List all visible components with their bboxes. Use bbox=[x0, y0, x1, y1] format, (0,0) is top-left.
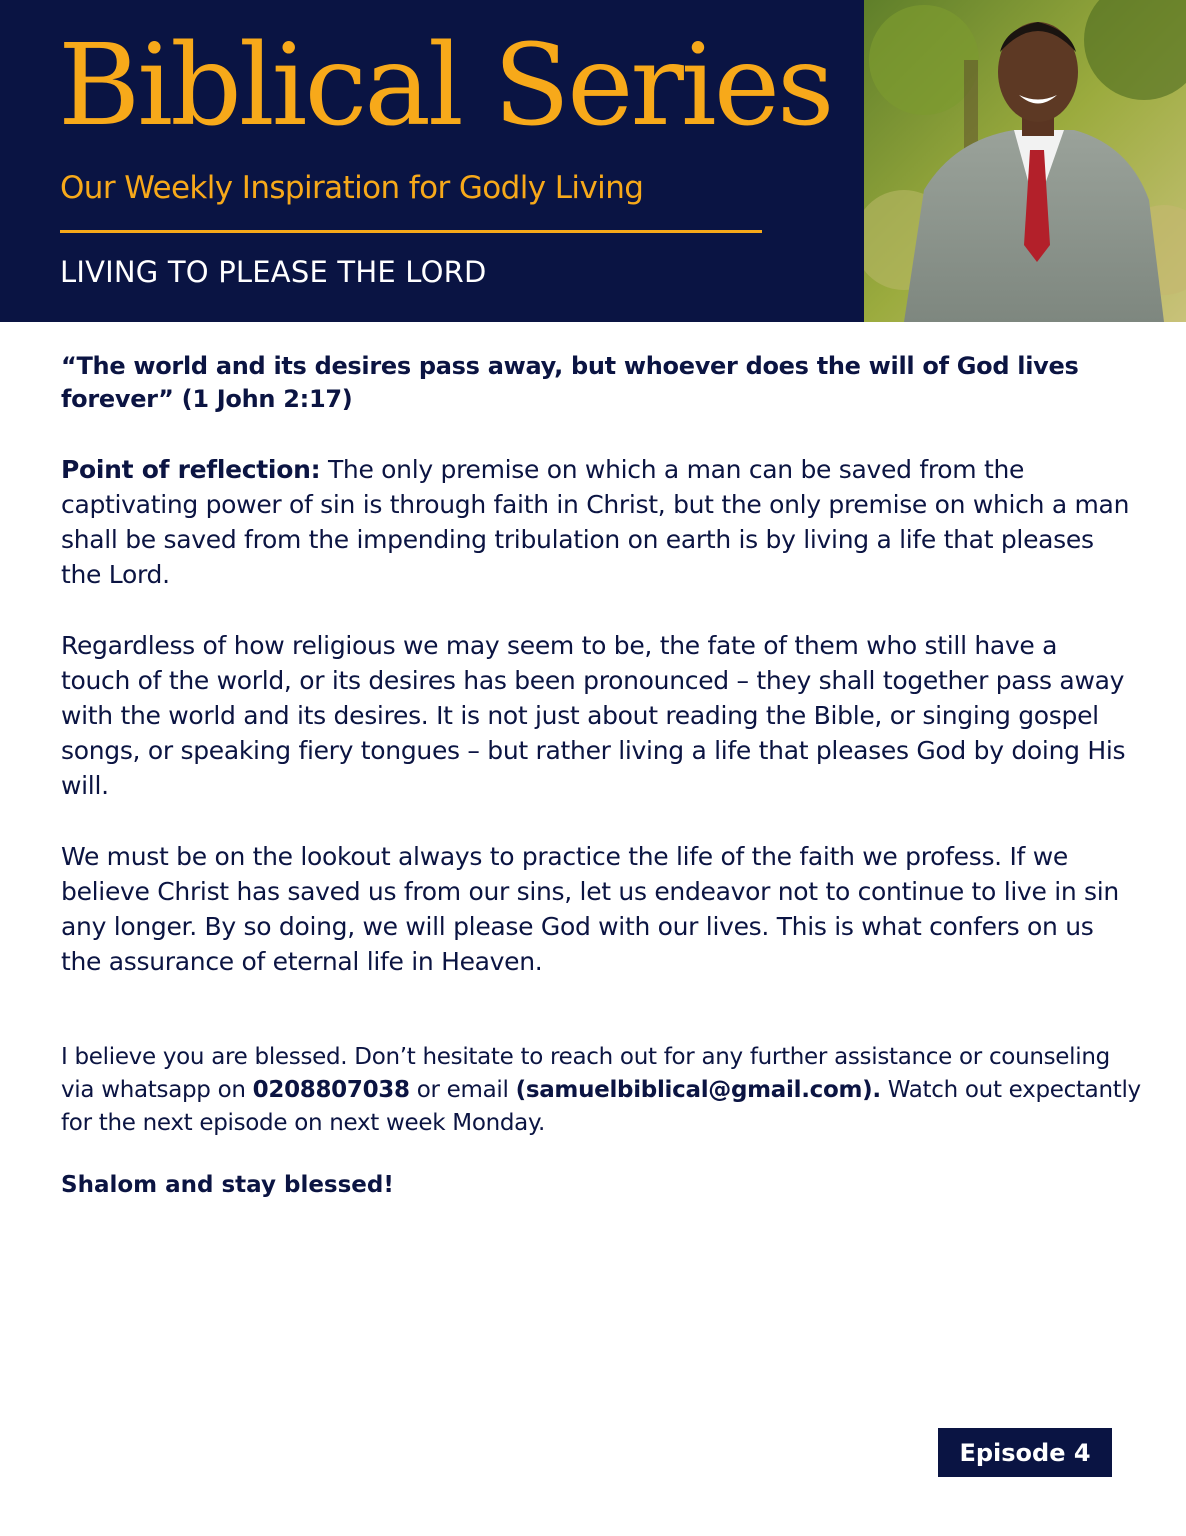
closing-text-2: or email bbox=[409, 1077, 516, 1103]
reflection-label: Point of reflection: bbox=[61, 455, 321, 484]
author-portrait-image bbox=[864, 0, 1186, 322]
episode-badge: Episode 4 bbox=[938, 1428, 1112, 1477]
header-divider bbox=[60, 230, 762, 233]
series-subtitle: Our Weekly Inspiration for Godly Living bbox=[60, 170, 644, 206]
body-paragraph-1: Regardless of how religious we may seem to be, the fate of them who still have a touch of the world, or its desires has been pronounced – they shall together pass away with the world and its desires. It is not just about reading the Bible, or singing gospel songs, or speaking fiery tongues – but rather living a life that pleases God by doing His will. bbox=[61, 631, 1126, 800]
closing-text-3: Watch out expectantly for the next episode on next week Monday. bbox=[61, 1077, 1141, 1136]
reflection-paragraph bbox=[61, 452, 1131, 592]
header-banner bbox=[0, 0, 864, 322]
signoff: Shalom and stay blessed! bbox=[61, 1172, 394, 1198]
body-paragraph-2: We must be on the lookout always to practice the life of the faith we profess. If we believe Christ has saved us from our sins, let us endeavor not to continue to live in sin any longer. By so doing, we will please God with our lives. This is what confers on us the assurance of eternal life in Heaven. bbox=[61, 842, 1119, 976]
bible-verse: “The world and its desires pass away, but whoever does the will of God lives forever” (1 John 2:17) bbox=[61, 352, 1079, 413]
series-title: Biblical Series bbox=[58, 21, 832, 151]
closing-text-1: I believe you are blessed. Don’t hesitate to reach out for any further assistance or counseling via whatsapp on bbox=[61, 1044, 1110, 1103]
author-photo bbox=[864, 0, 1186, 322]
closing-paragraph bbox=[61, 1041, 1141, 1140]
contact-email: (samuelbiblical@gmail.com). bbox=[515, 1077, 881, 1103]
whatsapp-number: 0208807038 bbox=[252, 1077, 410, 1103]
reflection-text: The only premise on which a man can be saved from the captivating power of sin is through faith in Christ, but the only premise on which a man shall be saved from the impending tribulation on earth is by living a life that pleases the Lord. bbox=[61, 455, 1130, 589]
article-body bbox=[61, 350, 1131, 979]
topic-title: LIVING TO PLEASE THE LORD bbox=[60, 255, 487, 289]
